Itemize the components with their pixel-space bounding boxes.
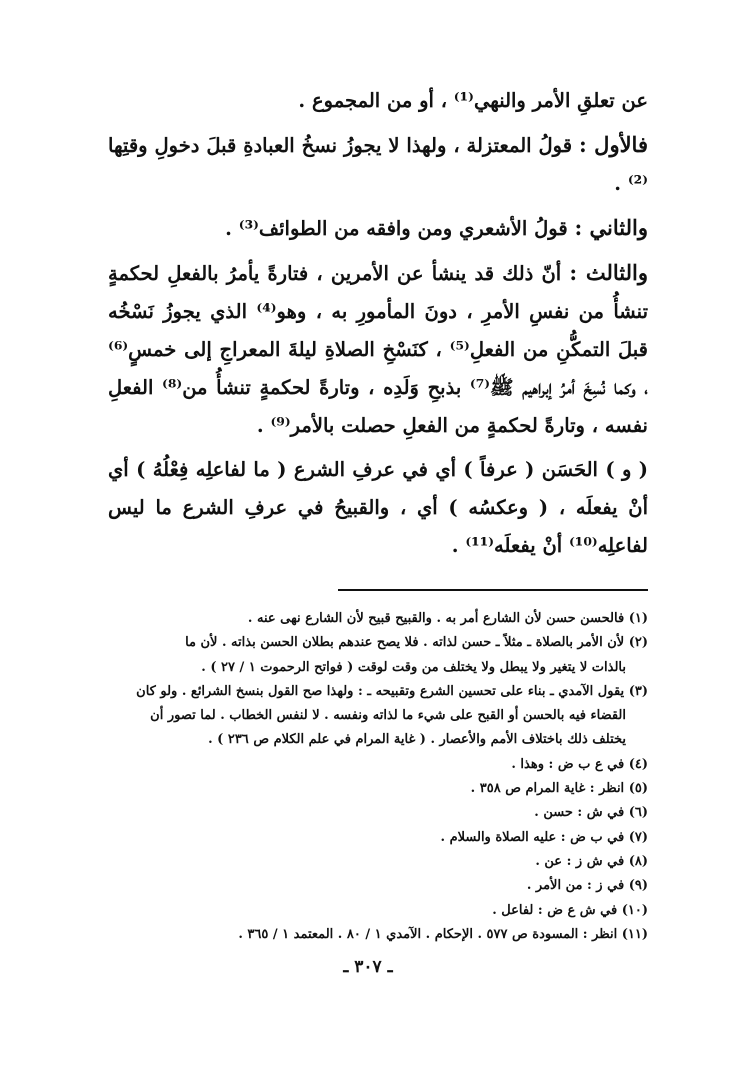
term-third: والثالث :: [569, 260, 648, 285]
footnote-1: (١) فالحسن حسن لأن الشارع أمر به . والقبيح قبيح لأن الشارع نهى عنه .: [247, 611, 648, 626]
paragraph-third: والثالث : أنّ ذلك قد ينشأ عن الأمرين ، فتارةً يأمرُ بالفعلِ لحكمةٍ تنشأُ من نفسِ الأمرِ ، دونَ المأمورِ به ، وهو⁽⁴⁾ الذي يجوزُ نَسْخُه قبلَ التمكُّنِ من الفعلِ⁽⁵⁾ ، كنَسْخِ الصلاةِ ليلةَ المعراجِ إلى خمسٍ⁽⁶⁾ ، وكما نُسِخَ أمرُ إبراهيم ﷺ⁽⁷⁾ بذبحِ وَلَدِه ، وتارةً لحكمةٍ تنشأُ من⁽⁸⁾ الفعلِ نفسه ، وتارةً لحكمةٍ من الفعلِ حصلت بالأمر⁽⁹⁾ .: [108, 260, 649, 437]
paragraph-first: فالأول : قولُ المعتزلة ، ولهذا لا يجوزُ نسخُ العبادةِ قبلَ دخولِ وقتِها ⁽²⁾ .: [108, 132, 648, 195]
footnote-2-continued: بالذات لا يتغير ولا يبطل ولا يختلف من وقت لوقت ( فواتح الرحموت ١ / ٢٧ ) .: [201, 659, 626, 675]
footnote-3: (٣) يقول الآمدي ـ بناء على تحسين الشرع وتقبيحه ـ : ولهذا صح القول بنسخ الشرائع . ولو كان: [136, 683, 648, 699]
main-text: [108, 82, 648, 565]
footnote-3-continued: القضاء فيه بالحسن أو القبح على شيء ما لذاته ونفسه . لا لنفس الخطاب . لما تصور أن: [150, 708, 626, 724]
footnote-2: (٢) لأن الأمر بالصلاة ـ مثلاً ـ حسن لذاته . فلا يصح عندهم بطلان الحسن بذاته . لأن ما: [185, 635, 648, 651]
term-first: فالأول :: [579, 132, 648, 157]
term-second: والثاني :: [574, 215, 648, 240]
footnote-3-continued-2: يختلف ذلك باختلاف الأمم والأعصار . ( غاية المرام في علم الكلام ص ٢٣٦ ) .: [208, 732, 626, 748]
footnote-10: (١٠) في ش ع ض : لفاعل .: [492, 902, 648, 918]
paragraph-intro: عن تعلقِ الأمر والنهي⁽¹⁾ ، أو من المجموع .: [298, 89, 648, 112]
page-number: ـ ٣٠٧ ـ: [343, 957, 393, 977]
footnote-6: (٦) في ش : حسن .: [534, 805, 648, 821]
footnote-5: (٥) انظر : غاية المرام ص ٣٥٨ .: [470, 781, 648, 797]
footnote-separator: [338, 589, 648, 591]
footnote-8: (٨) في ش ز : عن .: [535, 853, 648, 869]
footnote-7: (٧) في ب ض : عليه الصلاة والسلام .: [440, 829, 648, 845]
footnote-11: (١١) انظر : المسودة ص ٥٧٧ . الإحكام . الآمدي ١ / ٨٠ . المعتمد ١ / ٣٦٥ .: [238, 926, 648, 942]
footnote-4: (٤) في ع ب ض : وهذا .: [511, 756, 648, 772]
paragraph-second: والثاني : قولُ الأشعري ومن وافقه من الطوائف⁽³⁾ .: [225, 215, 648, 240]
footnotes: [108, 607, 648, 947]
paragraph-matn: ( و ) الحَسَن ( عرفاً ) أي في عرفِ الشرع ( ما لفاعلِه فِعْلُهُ ) أي أنْ يفعلَه ، ( وعكسُه ) أي ، والقبيحُ في عرفِ الشرع ما ليس لفاعلِه⁽¹⁰⁾ أنْ يفعلَه⁽¹¹⁾ .: [108, 458, 648, 557]
footnote-9: (٩) في ز : من الأمر .: [526, 878, 648, 894]
